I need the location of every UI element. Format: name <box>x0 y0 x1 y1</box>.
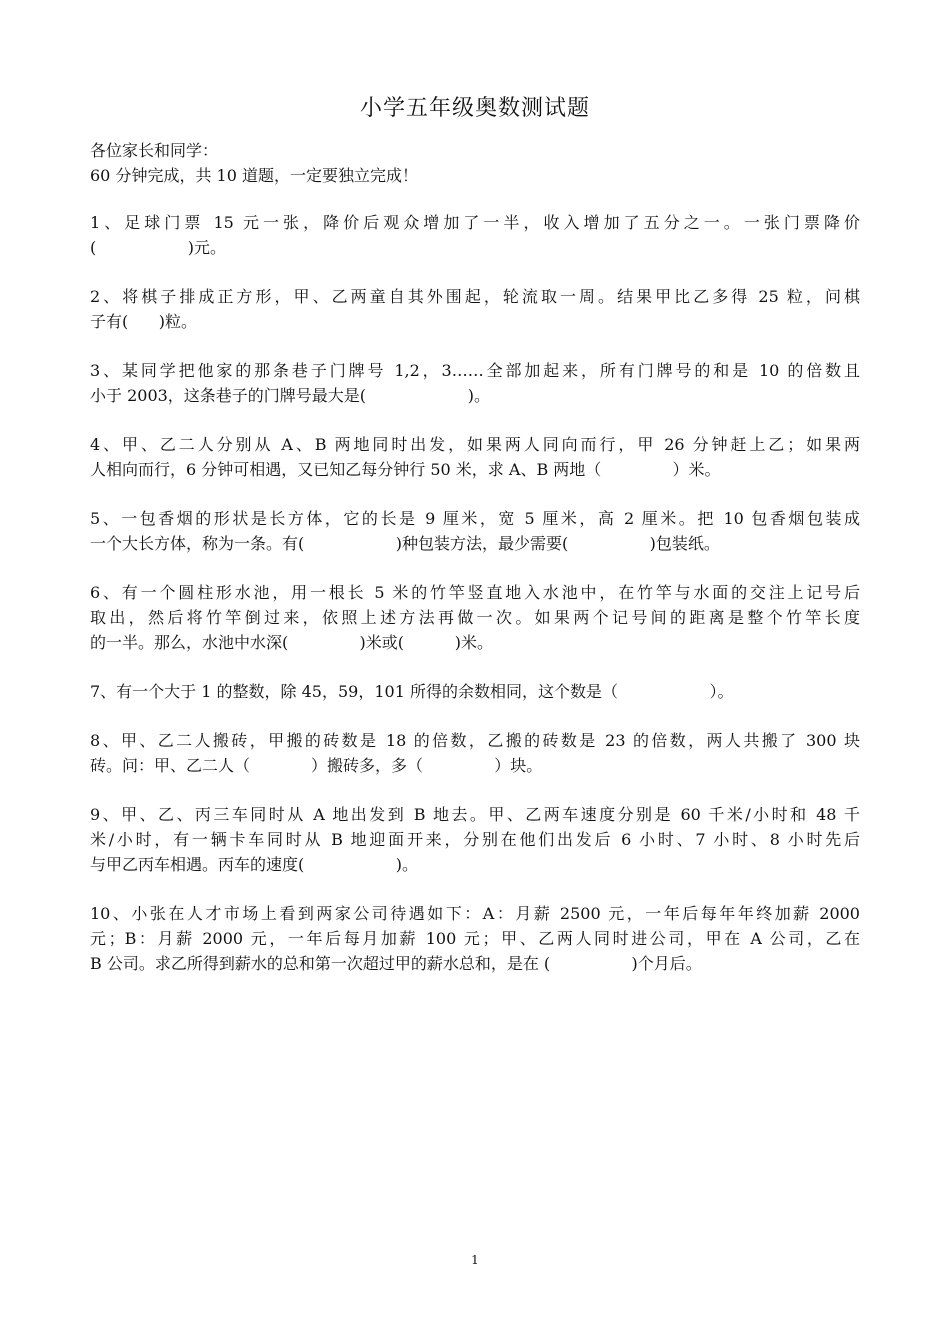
document-body <box>90 138 860 976</box>
question-3-line-1: 3、某同学把他家的那条巷子门牌号 1,2，3……全部加起来，所有门牌号的和是 10 的倍数且 <box>90 361 860 380</box>
question-10-line-2: 元；B：月薪 2000 元，一年后每月加薪 100 元；甲、乙两人同时进公司，甲在 A 公司，乙在 <box>90 929 860 948</box>
question-8-line-1: 8、甲、乙二人搬砖，甲搬的砖数是 18 的倍数，乙搬的砖数是 23 的倍数，两人共搬了 300 块 <box>90 731 860 750</box>
instructions-line: 60 分钟完成，共 10 道题，一定要独立完成！ <box>90 166 418 185</box>
question-7-line-1: 7、有一个大于 1 的整数，除 45，59，101 所得的余数相同，这个数是（ ）。 <box>90 682 734 701</box>
question-1 <box>90 210 860 260</box>
question-5-line-1: 5、一包香烟的形状是长方体，它的长是 9 厘米，宽 5 厘米，高 2 厘米。把 10 包香烟包装成 <box>90 509 860 528</box>
question-10-line-3: B 公司。求乙所得到薪水的总和第一次超过甲的薪水总和，是在 ( )个月后。 <box>90 954 702 973</box>
question-2-line-2: 子有( )粒。 <box>90 312 198 331</box>
spacer <box>90 260 860 284</box>
spacer <box>90 482 860 506</box>
spacer <box>90 188 860 210</box>
question-1-line-1: 1、足球门票 15 元一张，降价后观众增加了一半，收入增加了五分之一。一张门票降价 <box>90 213 860 232</box>
question-10 <box>90 901 860 976</box>
question-3 <box>90 358 860 408</box>
question-2 <box>90 284 860 334</box>
question-4-line-1: 4、甲、乙二人分别从 A、B 两地同时出发，如果两人同向而行，甲 26 分钟赶上乙；如果两 <box>90 435 860 454</box>
question-4 <box>90 432 860 482</box>
question-6-line-1: 6、有一个圆柱形水池，用一根长 5 米的竹竿竖直地入水池中，在竹竿与水面的交注上记号后 <box>90 583 860 602</box>
spacer <box>90 556 860 580</box>
question-2-line-1: 2、将棋子排成正方形，甲、乙两童自其外围起，轮流取一周。结果甲比乙多得 25 粒，问棋 <box>90 287 860 306</box>
question-6 <box>90 580 860 655</box>
question-3-line-2: 小于 2003，这条巷子的门牌号最大是( )。 <box>90 386 491 405</box>
question-5 <box>90 506 860 556</box>
question-1-line-2: ( )元。 <box>90 238 227 257</box>
question-10-line-1: 10、小张在人才市场上看到两家公司待遇如下：A：月薪 2500 元，一年后每年年终加薪 2000 <box>90 904 860 923</box>
spacer <box>90 877 860 901</box>
question-9-line-2: 米/小时，有一辆卡车同时从 B 地迎面开来，分别在他们出发后 6 小时、7 小时、8 小时先后 <box>90 830 860 849</box>
page-title: 小学五年级奥数测试题 <box>359 96 590 121</box>
question-6-line-3: 的一半。那么，水池中水深( )米或( )米。 <box>90 633 494 652</box>
question-9 <box>90 802 860 877</box>
page-number: 1 <box>471 1253 479 1267</box>
spacer <box>90 704 860 728</box>
question-6-line-2: 取出，然后将竹竿倒过来，依照上述方法再做一次。如果两个记号间的距离是整个竹竿长度 <box>90 608 860 627</box>
question-9-line-1: 9、甲、乙、丙三车同时从 A 地出发到 B 地去。甲、乙两车速度分别是 60 千米/小时和 48 千 <box>90 805 860 824</box>
greeting-line: 各位家长和同学： <box>90 141 219 160</box>
question-8 <box>90 728 860 778</box>
spacer <box>90 655 860 679</box>
question-5-line-2: 一个大长方体，称为一条。有( )种包装方法，最少需要( )包装纸。 <box>90 534 720 553</box>
spacer <box>90 334 860 358</box>
spacer <box>90 408 860 432</box>
question-7 <box>90 679 860 704</box>
spacer <box>90 778 860 802</box>
question-8-line-2: 砖。问：甲、乙二人（ ）搬砖多，多（ ）块。 <box>90 756 543 775</box>
question-9-line-3: 与甲乙丙车相遇。丙车的速度( )。 <box>90 855 419 874</box>
question-4-line-2: 人相向而行，6 分钟可相遇，又已知乙每分钟行 50 米，求 A、B 两地（ ）米。 <box>90 460 721 479</box>
